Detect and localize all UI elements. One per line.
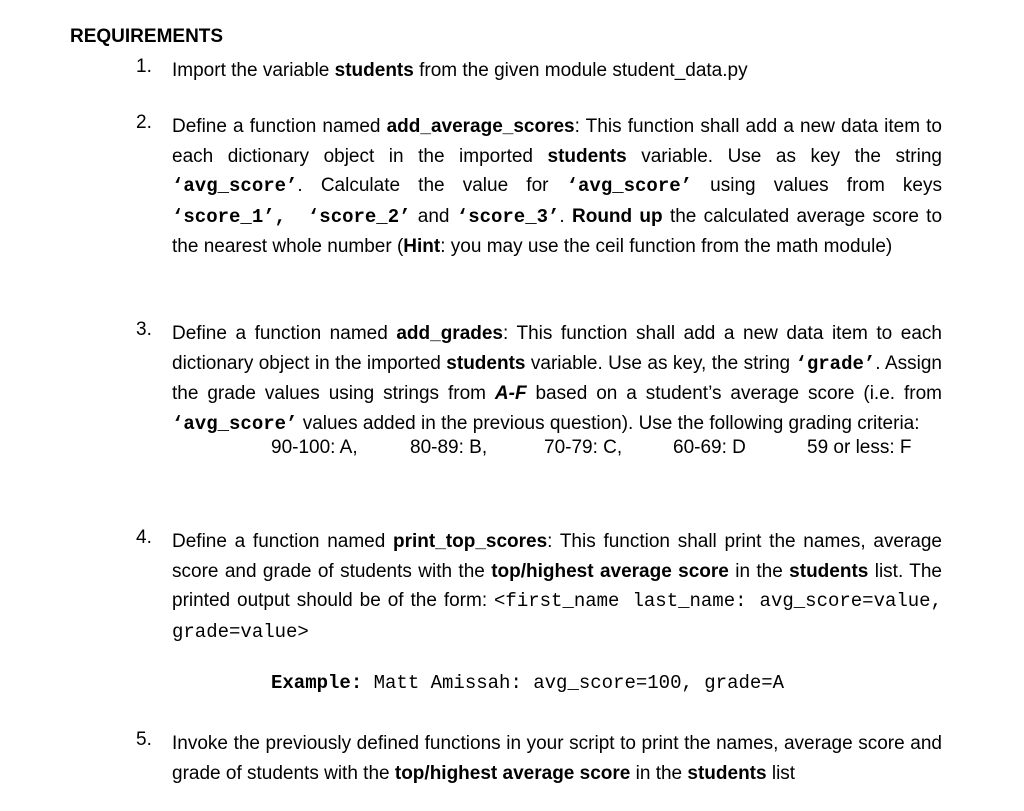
code-key: ‘grade’ xyxy=(795,352,876,375)
item-number: 4. xyxy=(136,527,152,548)
code-key: ‘avg_score’ xyxy=(566,175,693,198)
item-text: Import the variable students from the given module student_data.py xyxy=(172,60,748,81)
example-label: Example: xyxy=(271,672,363,694)
requirements-heading: REQUIREMENTS xyxy=(70,26,224,47)
example-output xyxy=(271,672,784,694)
item-number: 1. xyxy=(136,56,152,77)
code-key: ‘score_2’ xyxy=(307,205,411,228)
example-text: Matt Amissah: avg_score=100, grade=A xyxy=(362,672,785,694)
item-number: 2. xyxy=(136,112,152,133)
item-number: 3. xyxy=(136,319,152,340)
item-number: 5. xyxy=(136,729,152,750)
code-key: ‘score_1’, xyxy=(172,205,287,228)
code-key: ‘avg_score’ xyxy=(172,412,298,435)
item-text: Define a function named add_grades: This function shall add a new data item to each dictionary object in the imported students variable. Use as key, the string ‘grade’. Assign the grade values using strings from A-F based on a student’s average score (i.e. from ‘avg_score’ values added in the previous question). Use the following grading criteria: xyxy=(172,323,942,435)
code-key: ‘score_3’ xyxy=(456,205,560,228)
grade-range-d: 60-69: D xyxy=(673,437,746,458)
item-text: Define a function named print_top_scores: This function shall print the names, average score and grade of students with the top/highest average score in the students list. The printed output should be of the form: <first_name last_name: avg_score=value, grade=value> xyxy=(172,531,942,643)
grading-criteria xyxy=(136,437,936,467)
item-text: Invoke the previously defined functions in your script to print the names, average score and grade of students with the top/highest average score in the students list xyxy=(172,733,942,784)
grade-range-a: 90-100: A, xyxy=(271,437,358,458)
grade-range-b: 80-89: B, xyxy=(410,437,488,458)
output-format: <first_name last_name: avg_score=value, grade=value> xyxy=(172,590,942,643)
grade-range-c: 70-79: C, xyxy=(544,437,623,458)
code-key: ‘avg_score’ xyxy=(172,175,298,198)
item-text: Define a function named add_average_scores: This function shall add a new data item to each dictionary object in the imported students variable. Use as key the string ‘avg_score’. Calculate the value for ‘avg_score’ using values from keys ‘score_1’, ‘score_2’ and ‘score_3’. Round up the calculated average score to the nearest whole number (Hint: you may use the ceil function from the math module) xyxy=(172,116,943,258)
grade-range-f: 59 or less: F xyxy=(807,437,912,458)
